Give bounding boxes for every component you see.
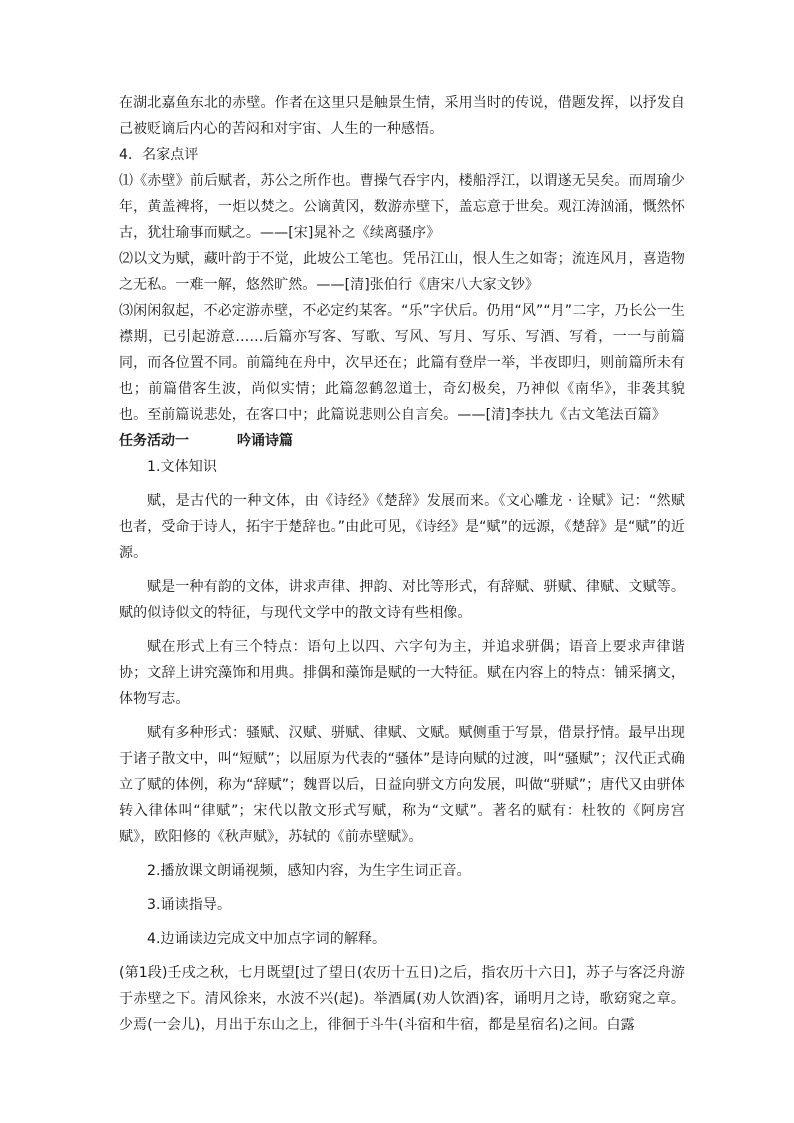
knowledge-paragraph-2: 赋是一种有韵的文体，讲求声律、押韵、对比等形式，有辞赋、骈赋、律赋、文赋等。赋的似诗似文的特征，与现代文学中的散文诗有些相像。 (119, 579, 685, 621)
step-4: 4.边诵读边完成文中加点字词的解释。 (147, 931, 387, 947)
document-page (119, 90, 685, 1038)
intro-paragraph: 在湖北嘉鱼东北的赤壁。作者在这里只是触景生情，采用当时的传说，借题发挥，以抒发自己被贬谪后内心的苦闷和对宇宙、人生的一种感悟。 (119, 95, 685, 137)
step-3: 3.诵读指导。 (147, 897, 232, 913)
knowledge-paragraph-1: 赋，是古代的一种文体，由《诗经》《楚辞》发展而来。《文心雕龙 · 诠赋》记：“然赋也者，受命于诗人，拓宇于楚辞也。”由此可见，《诗经》是“赋”的远源，《楚辞》是“赋”的近源。 (119, 493, 685, 561)
step-1-heading: 1.文体知识 (147, 459, 217, 475)
knowledge-paragraph-3: 赋在形式上有三个特点：语句上以四、六字句为主，并追求骈偶；语音上要求声律谐协；文辞上讲究藻饰和用典。排偶和藻饰是赋的一大特征。赋在内容上的特点：铺采摛文，体物写志。 (119, 639, 685, 707)
task-heading (119, 428, 685, 454)
critique-2: ⑵以文为赋，藏叶韵于不觉，此坡公工笔也。凭吊江山，恨人生之如寄；流连风月，喜造物之无私。一难一解，悠然旷然。——[清]张伯行《唐宋八大家文钞》 (119, 251, 685, 293)
section-heading-critiques: 4．名家点评 (119, 147, 199, 163)
task-label: 任务活动一 (119, 433, 189, 449)
task-title: 吟诵诗篇 (237, 433, 293, 449)
text-excerpt-paragraph-1: (第1段)壬戌之秋，七月既望[过了望日(农历十五日)之后，指农历十六日]，苏子与客泛舟游于赤壁之下。清风徐来，水波不兴(起)。举酒属(劝人饮酒)客，诵明月之诗，歌窈窕之章。少焉(一会儿)，月出于东山之上，徘徊于斗牛(斗宿和牛宿，都是星宿名)之间。白露 (119, 965, 685, 1033)
knowledge-paragraph-4: 赋有多种形式：骚赋、汉赋、骈赋、律赋、文赋。赋侧重于写景，借景抒情。最早出现于诸子散文中，叫“短赋”；以屈原为代表的“骚体”是诗向赋的过渡，叫“骚赋”；汉代正式确立了赋的体例，称为“辞赋”；魏晋以后，日益向骈文方向发展，叫做“骈赋”；唐代又由骈体转入律体叫“律赋”；宋代以散文形式写赋，称为“文赋”。著名的赋有：杜牧的《阿房宫赋》，欧阳修的《秋声赋》，苏轼的《前赤壁赋》。 (119, 725, 685, 845)
critique-3: ⑶闲闲叙起，不必定游赤壁，不必定约某客。“乐”字伏后。仍用“风”“月”二字，乃长公一生襟期，已引起游意……后篇亦写客、写歌、写风、写月、写乐、写酒、写肴，一一与前篇同，而各位置不同。前篇纯在舟中，次早还在；此篇有登岸一举，半夜即归，则前篇所未有也；前篇借客生波，尚似实情；此篇忽鹤忽道士，奇幻极矣，乃神似《南华》，非袭其貌也。至前篇说悲处，在客口中；此篇说悲则公自言矣。——[清]李扶九《古文笔法百篇》 (119, 303, 685, 423)
critique-1: ⑴《赤壁》前后赋者，苏公之所作也。曹操气吞宇内，楼船浮江，以谓遂无吴矣。而周瑜少年，黄盖裨将，一炬以焚之。公谪黄冈，数游赤壁下，盖忘意于世矣。观江涛汹涌，慨然怀古，犹壮瑜事而赋之。——[宋]晁补之《续离骚序》 (119, 173, 685, 241)
step-2: 2.播放课文朗诵视频，感知内容，为生字生词正音。 (147, 863, 471, 879)
